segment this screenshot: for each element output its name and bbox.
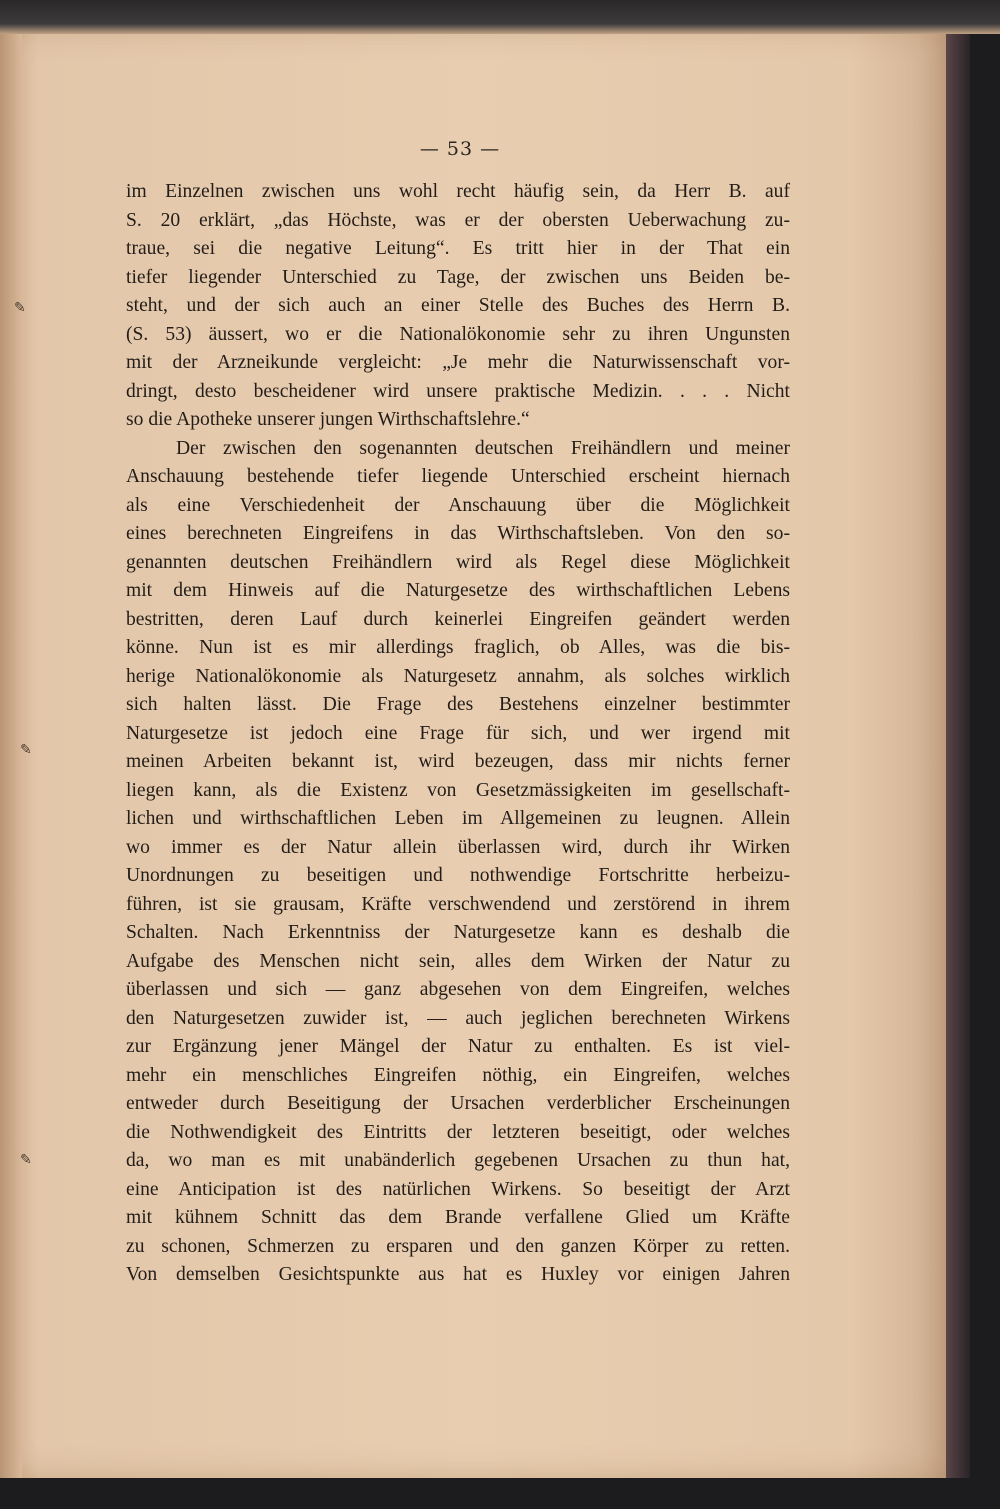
text-line: zur Ergänzung jener Mängel der Natur zu enthalten. Es ist viel-: [126, 1036, 790, 1057]
text-line: Naturgesetze ist jedoch eine Frage für sich, und wer irgend mit: [126, 722, 790, 744]
top-scan-border: [0, 0, 1000, 34]
page-number: — 53 —: [419, 138, 501, 160]
text-line: lichen und wirthschaftlichen Leben im Allgemeinen zu leugnen. Allein: [126, 808, 790, 829]
text-line: liegen kann, als die Existenz von Gesetzmässigkeiten im gesellschaft-: [126, 779, 790, 801]
text-line: bestritten, deren Lauf durch keinerlei Eingreifen geändert werden: [126, 608, 790, 630]
text-line: Aufgabe des Menschen nicht sein, alles dem Wirken der Natur zu: [126, 950, 790, 972]
text-line: zu schonen, Schmerzen zu ersparen und den ganzen Körper zu retten.: [126, 1235, 790, 1257]
bottom-scan-border: [0, 1478, 1000, 1509]
text-line: die Nothwendigkeit des Eintritts der letzteren beseitigt, oder welches: [126, 1121, 790, 1143]
text-line: Unordnungen zu beseitigen und nothwendige Fortschritte herbeizu-: [126, 865, 790, 886]
text-line: da, wo man es mit unabänderlich gegebenen Ursachen zu thun hat,: [126, 1150, 790, 1171]
text-line: so die Apotheke unserer jungen Wirthschaftslehre.“: [126, 409, 530, 430]
text-line: wo immer es der Natur allein überlassen wird, durch ihr Wirken: [126, 836, 790, 858]
text-line: (S. 53) äussert, wo er die Nationalökonomie sehr zu ihren Ungunsten: [126, 323, 790, 345]
text-line: mehr ein menschliches Eingreifen nöthig, ein Eingreifen, welches: [126, 1064, 790, 1086]
text-line: im Einzelnen zwischen uns wohl recht häufig sein, da Herr B. auf: [126, 181, 790, 202]
text-line: steht, und der sich auch an einer Stelle des Buches des Herrn B.: [126, 295, 790, 316]
text-line: den Naturgesetzen zuwider ist, — auch jeglichen berechneten Wirkens: [126, 1007, 790, 1029]
margin-mark-icon: ✎: [20, 1152, 32, 1168]
body-text: [126, 178, 790, 1290]
text-line: meinen Arbeiten bekannt ist, wird bezeugen, dass mir nichts ferner: [126, 751, 790, 772]
text-line: Anschauung bestehende tiefer liegende Unterschied erscheint hiernach: [126, 466, 790, 487]
text-line: Der zwischen den sogenannten deutschen Freihändlern und meiner: [176, 437, 790, 459]
text-line: traue, sei die negative Leitung“. Es tritt hier in der That ein: [126, 238, 790, 259]
text-line: tiefer liegender Unterschied zu Tage, der zwischen uns Beiden be-: [126, 266, 790, 288]
text-line: entweder durch Beseitigung der Ursachen verderblicher Erscheinungen: [126, 1093, 790, 1114]
margin-mark-icon: ✎: [20, 742, 32, 758]
text-line: dringt, desto bescheidener wird unsere praktische Medizin. . . . Nicht: [126, 380, 790, 402]
text-line: sich halten lässt. Die Frage des Bestehens einzelner bestimmter: [126, 694, 790, 715]
page-gutter: [0, 28, 22, 1478]
text-line: mit dem Hinweis auf die Naturgesetze des wirthschaftlichen Lebens: [126, 580, 790, 601]
text-line: eines berechneten Eingreifens in das Wirthschaftsleben. Von den so-: [126, 523, 790, 544]
text-line: Schalten. Nach Erkenntniss der Naturgesetze kann es deshalb die: [126, 922, 790, 943]
text-line: Von demselben Gesichtspunkte aus hat es Huxley vor einigen Jahren: [126, 1264, 790, 1285]
text-line: überlassen und sich — ganz abgesehen von dem Eingreifen, welches: [126, 979, 790, 1000]
text-line: mit kühnem Schnitt das dem Brande verfallene Glied um Kräfte: [126, 1207, 790, 1228]
text-line: S. 20 erklärt, „das Höchste, was er der obersten Ueberwachung zu-: [126, 209, 790, 231]
text-line: könne. Nun ist es mir allerdings fraglich, ob Alles, was die bis-: [126, 637, 790, 658]
text-line: führen, ist sie grausam, Kräfte verschwendend und zerstörend in ihrem: [126, 893, 790, 915]
text-line: eine Anticipation ist des natürlichen Wirkens. So beseitigt der Arzt: [126, 1178, 790, 1200]
margin-mark-icon: ✎: [14, 300, 26, 316]
text-line: genannten deutschen Freihändlern wird als Regel diese Möglichkeit: [126, 551, 790, 573]
text-line: als eine Verschiedenheit der Anschauung über die Möglichkeit: [126, 494, 790, 516]
text-line: mit der Arzneikunde vergleicht: „Je mehr die Naturwissenschaft vor-: [126, 352, 790, 373]
text-line: herige Nationalökonomie als Naturgesetz annahm, als solches wirklich: [126, 665, 790, 687]
